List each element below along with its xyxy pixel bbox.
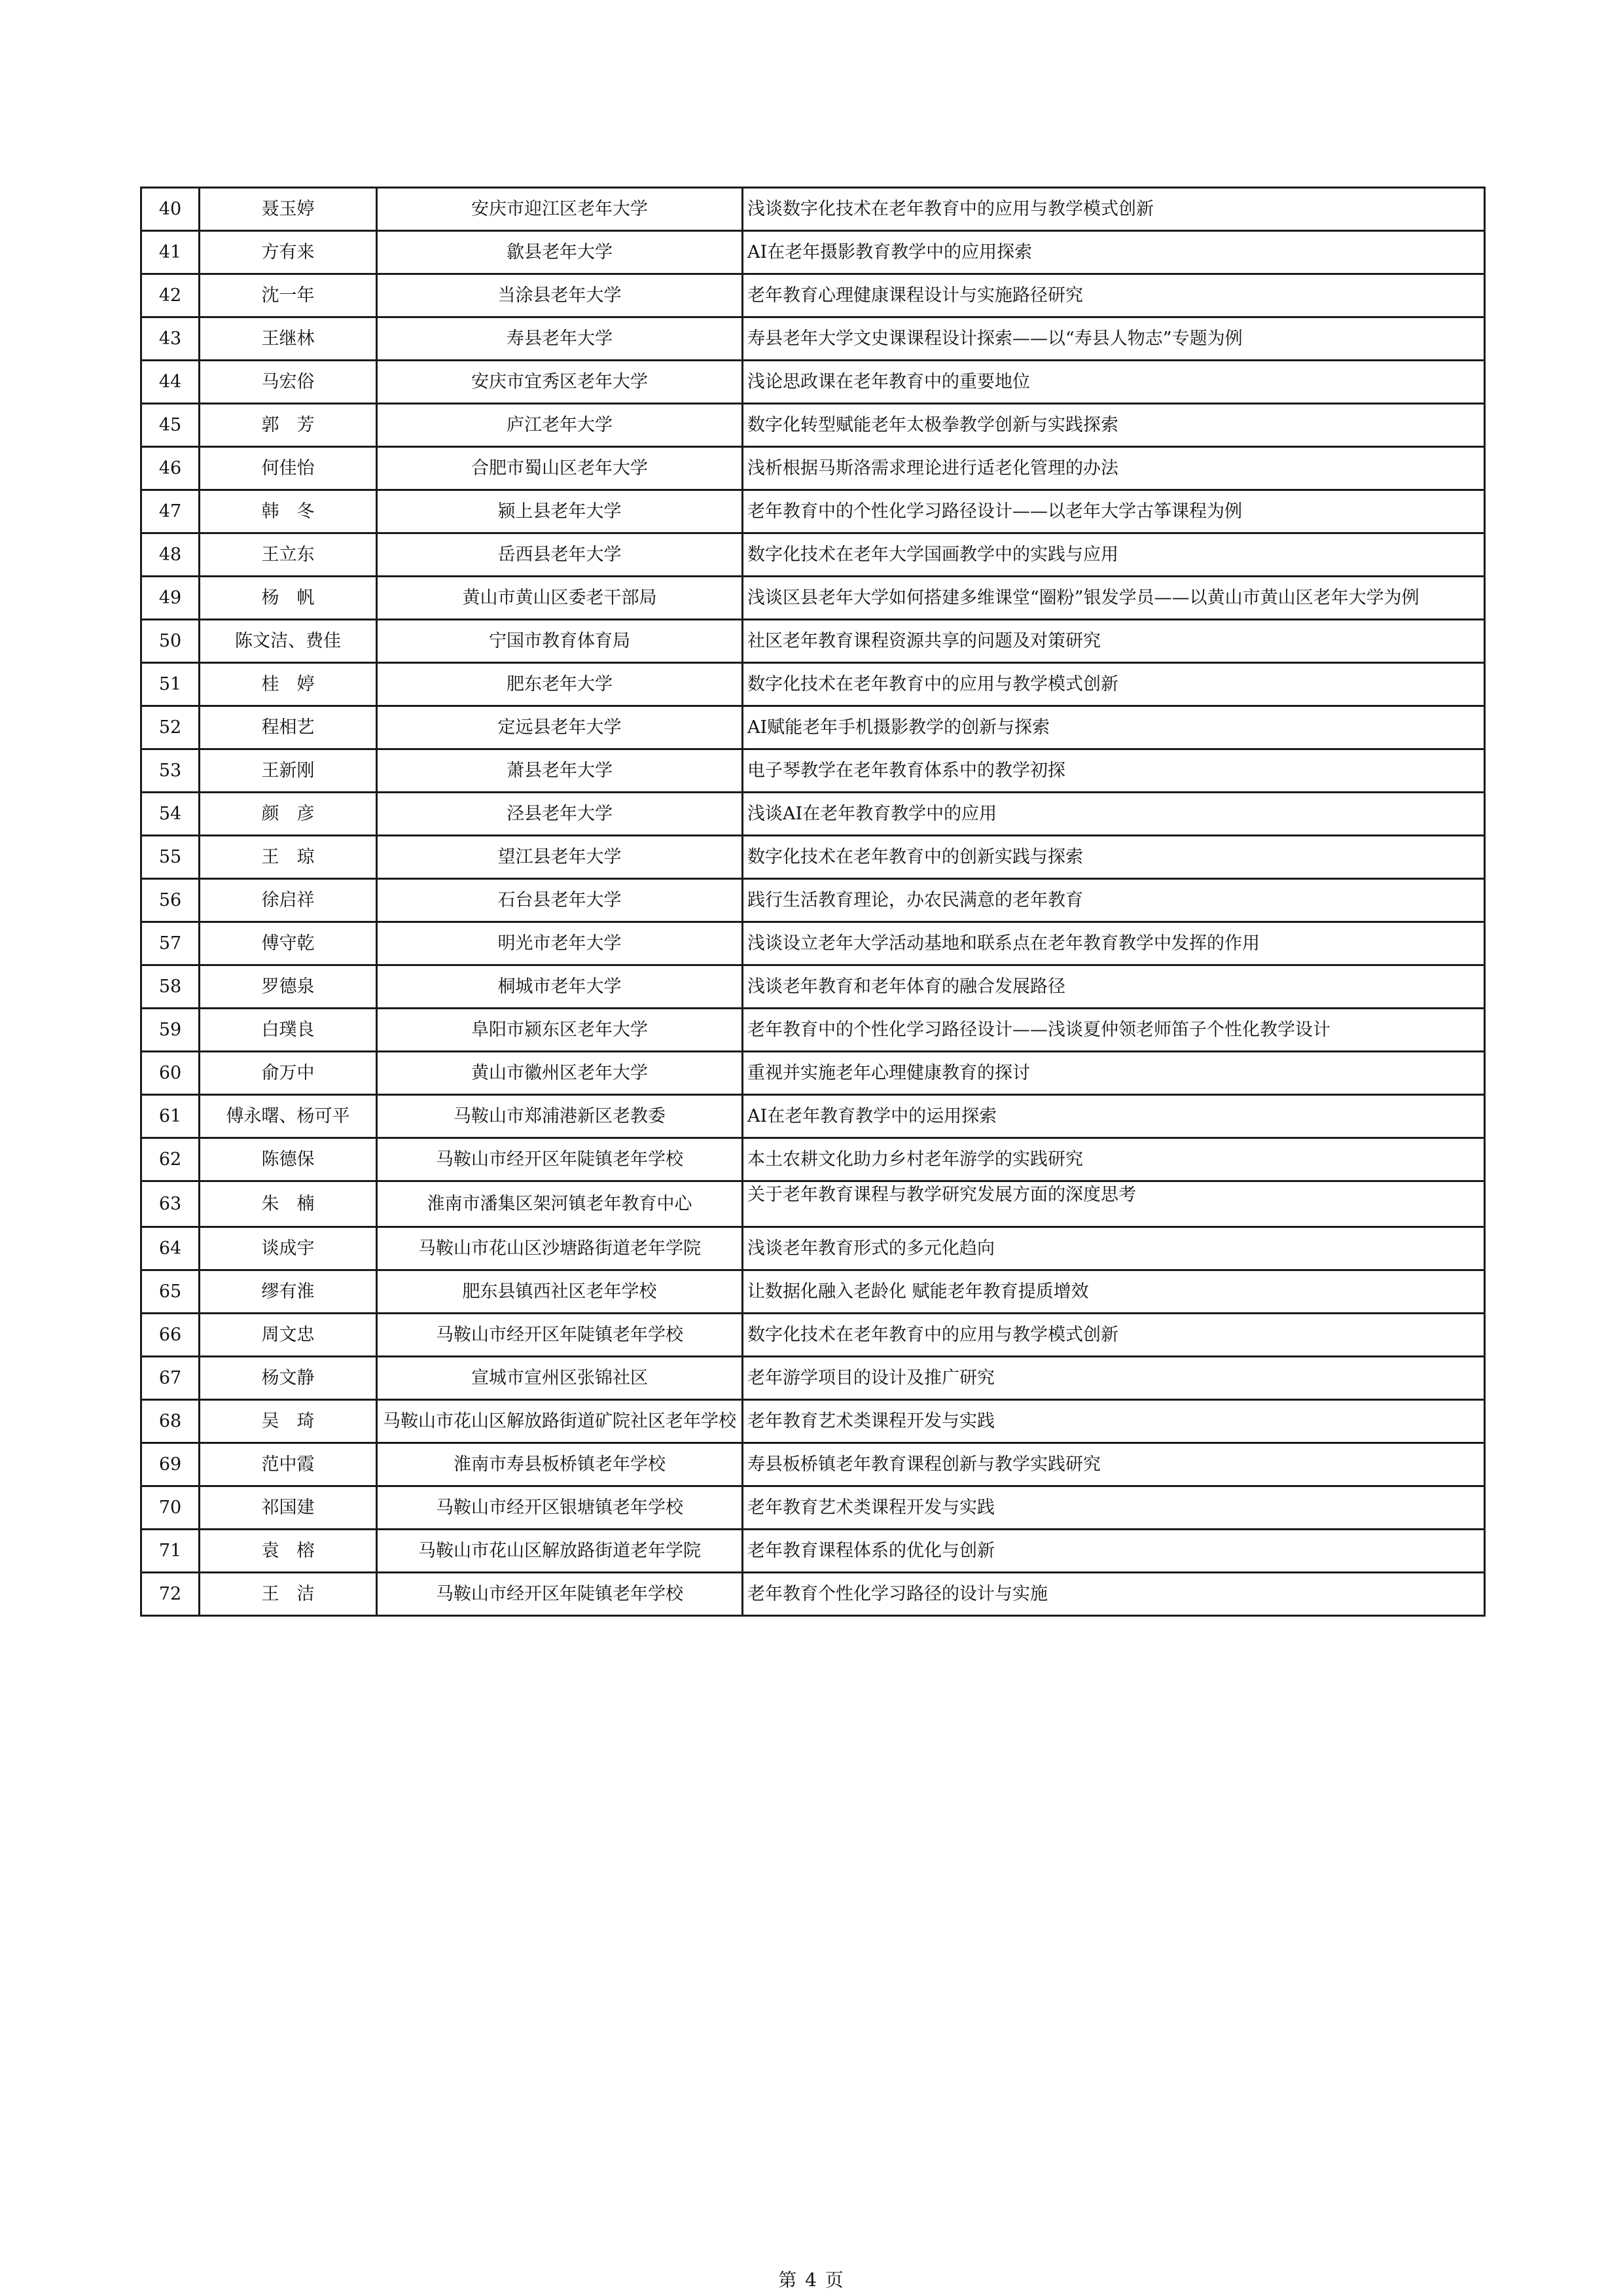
row-number: 44: [141, 361, 200, 404]
author-name: 祁国建: [200, 1486, 377, 1530]
row-number: 47: [141, 490, 200, 533]
author-name: 方有来: [200, 231, 377, 274]
row-number: 56: [141, 879, 200, 922]
author-unit: 石台县老年大学: [377, 879, 743, 922]
author-unit: 肥东老年大学: [377, 663, 743, 706]
paper-title: 数字化转型赋能老年太极拳教学创新与实践探索: [743, 404, 1485, 447]
author-unit: 岳西县老年大学: [377, 533, 743, 577]
paper-title: AI赋能老年手机摄影教学的创新与探索: [743, 706, 1485, 749]
paper-title: 数字化技术在老年大学国画教学中的实践与应用: [743, 533, 1485, 577]
table-row: [141, 879, 1485, 922]
author-name: 傅守乾: [200, 922, 377, 965]
paper-title: 浅析根据马斯洛需求理论进行适老化管理的办法: [743, 447, 1485, 490]
table-row: [141, 749, 1485, 793]
paper-title: 寿县板桥镇老年教育课程创新与教学实践研究: [743, 1443, 1485, 1486]
paper-title: 浅谈老年教育形式的多元化趋向: [743, 1227, 1485, 1270]
author-name: 陈德保: [200, 1138, 377, 1181]
row-number: 66: [141, 1314, 200, 1357]
page-number: 第 4 页: [778, 2269, 845, 2291]
paper-title: AI在老年摄影教育教学中的应用探索: [743, 231, 1485, 274]
paper-title: 老年教育心理健康课程设计与实施路径研究: [743, 274, 1485, 317]
paper-title: 老年教育中的个性化学习路径设计——以老年大学古筝课程为例: [743, 490, 1485, 533]
table-row: [141, 1138, 1485, 1181]
table-body: [141, 188, 1485, 1616]
author-unit: 阜阳市颍东区老年大学: [377, 1009, 743, 1052]
author-unit: 马鞍山市经开区年陡镇老年学校: [377, 1573, 743, 1616]
row-number: 54: [141, 793, 200, 836]
row-number: 49: [141, 577, 200, 620]
author-name: 朱 楠: [200, 1181, 377, 1227]
author-name: 范中霞: [200, 1443, 377, 1486]
author-name: 周文忠: [200, 1314, 377, 1357]
table-row: [141, 1009, 1485, 1052]
table-row: [141, 577, 1485, 620]
table-row: [141, 836, 1485, 879]
paper-title: 数字化技术在老年教育中的应用与教学模式创新: [743, 1314, 1485, 1357]
author-unit: 黄山市黄山区委老干部局: [377, 577, 743, 620]
author-unit: 淮南市寿县板桥镇老年学校: [377, 1443, 743, 1486]
row-number: 72: [141, 1573, 200, 1616]
author-name: 王 琼: [200, 836, 377, 879]
table-row: [141, 663, 1485, 706]
table-row: [141, 274, 1485, 317]
table-row: [141, 1095, 1485, 1138]
author-name: 沈一年: [200, 274, 377, 317]
row-number: 69: [141, 1443, 200, 1486]
row-number: 45: [141, 404, 200, 447]
row-number: 46: [141, 447, 200, 490]
row-number: 67: [141, 1357, 200, 1400]
row-number: 63: [141, 1181, 200, 1227]
author-name: 谈成宇: [200, 1227, 377, 1270]
table-row: [141, 1400, 1485, 1443]
paper-list-table: [140, 187, 1486, 1617]
paper-title: 浅谈数字化技术在老年教育中的应用与教学模式创新: [743, 188, 1485, 231]
paper-title: 浅谈老年教育和老年体育的融合发展路径: [743, 965, 1485, 1009]
table-row: [141, 1227, 1485, 1270]
paper-title: 电子琴教学在老年教育体系中的教学初探: [743, 749, 1485, 793]
author-unit: 合肥市蜀山区老年大学: [377, 447, 743, 490]
author-unit: 宁国市教育体育局: [377, 620, 743, 663]
table-row: [141, 188, 1485, 231]
row-number: 61: [141, 1095, 200, 1138]
table-row: [141, 1270, 1485, 1314]
paper-title: 社区老年教育课程资源共享的问题及对策研究: [743, 620, 1485, 663]
paper-title: 数字化技术在老年教育中的创新实践与探索: [743, 836, 1485, 879]
author-unit: 当涂县老年大学: [377, 274, 743, 317]
author-unit: 马鞍山市花山区沙塘路街道老年学院: [377, 1227, 743, 1270]
author-name: 罗德泉: [200, 965, 377, 1009]
author-name: 聂玉婷: [200, 188, 377, 231]
table-row: [141, 231, 1485, 274]
table-row: [141, 490, 1485, 533]
author-name: 徐启祥: [200, 879, 377, 922]
table-row: [141, 1443, 1485, 1486]
table-row: [141, 1052, 1485, 1095]
author-unit: 安庆市宜秀区老年大学: [377, 361, 743, 404]
row-number: 51: [141, 663, 200, 706]
table-row: [141, 965, 1485, 1009]
author-unit: 马鞍山市花山区解放路街道老年学院: [377, 1530, 743, 1573]
row-number: 50: [141, 620, 200, 663]
author-unit: 马鞍山市郑浦港新区老教委: [377, 1095, 743, 1138]
paper-title: 践行生活教育理论，办农民满意的老年教育: [743, 879, 1485, 922]
author-unit: 安庆市迎江区老年大学: [377, 188, 743, 231]
row-number: 57: [141, 922, 200, 965]
author-unit: 肥东县镇西社区老年学校: [377, 1270, 743, 1314]
row-number: 58: [141, 965, 200, 1009]
table-row: [141, 793, 1485, 836]
paper-title: 本土农耕文化助力乡村老年游学的实践研究: [743, 1138, 1485, 1181]
author-name: 缪有淮: [200, 1270, 377, 1314]
author-name: 陈文洁、费佳: [200, 620, 377, 663]
paper-title: 老年教育个性化学习路径的设计与实施: [743, 1573, 1485, 1616]
paper-title: 浅谈区县老年大学如何搭建多维课堂“圈粉”银发学员——以黄山市黄山区老年大学为例: [743, 577, 1485, 620]
paper-title: 老年教育艺术类课程开发与实践: [743, 1486, 1485, 1530]
row-number: 68: [141, 1400, 200, 1443]
author-name: 王 洁: [200, 1573, 377, 1616]
author-name: 傅永曙、杨可平: [200, 1095, 377, 1138]
row-number: 65: [141, 1270, 200, 1314]
row-number: 62: [141, 1138, 200, 1181]
author-name: 杨 帆: [200, 577, 377, 620]
table-row: [141, 1530, 1485, 1573]
paper-title: AI在老年教育教学中的运用探索: [743, 1095, 1485, 1138]
row-number: 40: [141, 188, 200, 231]
author-unit: 马鞍山市花山区解放路街道矿院社区老年学校: [377, 1400, 743, 1443]
row-number: 42: [141, 274, 200, 317]
paper-title: 浅谈AI在老年教育教学中的应用: [743, 793, 1485, 836]
author-unit: 桐城市老年大学: [377, 965, 743, 1009]
row-number: 43: [141, 317, 200, 361]
author-unit: 望江县老年大学: [377, 836, 743, 879]
row-number: 64: [141, 1227, 200, 1270]
author-unit: 淮南市潘集区架河镇老年教育中心: [377, 1181, 743, 1227]
author-unit: 马鞍山市经开区年陡镇老年学校: [377, 1138, 743, 1181]
author-name: 王新刚: [200, 749, 377, 793]
paper-title: 让数据化融入老龄化 赋能老年教育提质增效: [743, 1270, 1485, 1314]
author-unit: 泾县老年大学: [377, 793, 743, 836]
table-row: [141, 1357, 1485, 1400]
paper-title: 老年游学项目的设计及推广研究: [743, 1357, 1485, 1400]
table-row: [141, 1573, 1485, 1616]
table-row: [141, 1181, 1485, 1227]
row-number: 48: [141, 533, 200, 577]
table-row: [141, 922, 1485, 965]
table-row: [141, 620, 1485, 663]
paper-title: 浅谈设立老年大学活动基地和联系点在老年教育教学中发挥的作用: [743, 922, 1485, 965]
row-number: 59: [141, 1009, 200, 1052]
author-unit: 黄山市徽州区老年大学: [377, 1052, 743, 1095]
author-unit: 颍上县老年大学: [377, 490, 743, 533]
author-unit: 明光市老年大学: [377, 922, 743, 965]
author-unit: 宣城市宣州区张锦社区: [377, 1357, 743, 1400]
paper-title: 浅论思政课在老年教育中的重要地位: [743, 361, 1485, 404]
paper-title: 关于老年教育课程与教学研究发展方面的深度思考: [743, 1181, 1485, 1227]
row-number: 52: [141, 706, 200, 749]
author-name: 郭 芳: [200, 404, 377, 447]
author-unit: 歙县老年大学: [377, 231, 743, 274]
paper-title: 老年教育艺术类课程开发与实践: [743, 1400, 1485, 1443]
author-unit: 马鞍山市经开区银塘镇老年学校: [377, 1486, 743, 1530]
row-number: 55: [141, 836, 200, 879]
table-row: [141, 317, 1485, 361]
row-number: 53: [141, 749, 200, 793]
table-row: [141, 706, 1485, 749]
author-name: 韩 冬: [200, 490, 377, 533]
table-row: [141, 533, 1485, 577]
row-number: 71: [141, 1530, 200, 1573]
paper-title: 老年教育课程体系的优化与创新: [743, 1530, 1485, 1573]
row-number: 41: [141, 231, 200, 274]
row-number: 60: [141, 1052, 200, 1095]
author-name: 程相艺: [200, 706, 377, 749]
author-name: 何佳怡: [200, 447, 377, 490]
paper-title: 数字化技术在老年教育中的应用与教学模式创新: [743, 663, 1485, 706]
author-name: 王继林: [200, 317, 377, 361]
author-name: 桂 婷: [200, 663, 377, 706]
author-name: 吴 琦: [200, 1400, 377, 1443]
row-number: 70: [141, 1486, 200, 1530]
author-name: 俞万中: [200, 1052, 377, 1095]
author-name: 白璞良: [200, 1009, 377, 1052]
author-name: 马宏俗: [200, 361, 377, 404]
author-name: 杨文静: [200, 1357, 377, 1400]
author-unit: 萧县老年大学: [377, 749, 743, 793]
paper-title: 重视并实施老年心理健康教育的探讨: [743, 1052, 1485, 1095]
table-row: [141, 447, 1485, 490]
paper-title: 老年教育中的个性化学习路径设计——浅谈夏仲领老师笛子个性化教学设计: [743, 1009, 1485, 1052]
author-unit: 马鞍山市经开区年陡镇老年学校: [377, 1314, 743, 1357]
author-unit: 定远县老年大学: [377, 706, 743, 749]
author-name: 颜 彦: [200, 793, 377, 836]
table-row: [141, 1314, 1485, 1357]
author-name: 袁 榕: [200, 1530, 377, 1573]
author-name: 王立东: [200, 533, 377, 577]
table-row: [141, 1486, 1485, 1530]
paper-title: 寿县老年大学文史课课程设计探索——以“寿县人物志”专题为例: [743, 317, 1485, 361]
table-row: [141, 361, 1485, 404]
table-row: [141, 404, 1485, 447]
author-unit: 庐江老年大学: [377, 404, 743, 447]
author-unit: 寿县老年大学: [377, 317, 743, 361]
